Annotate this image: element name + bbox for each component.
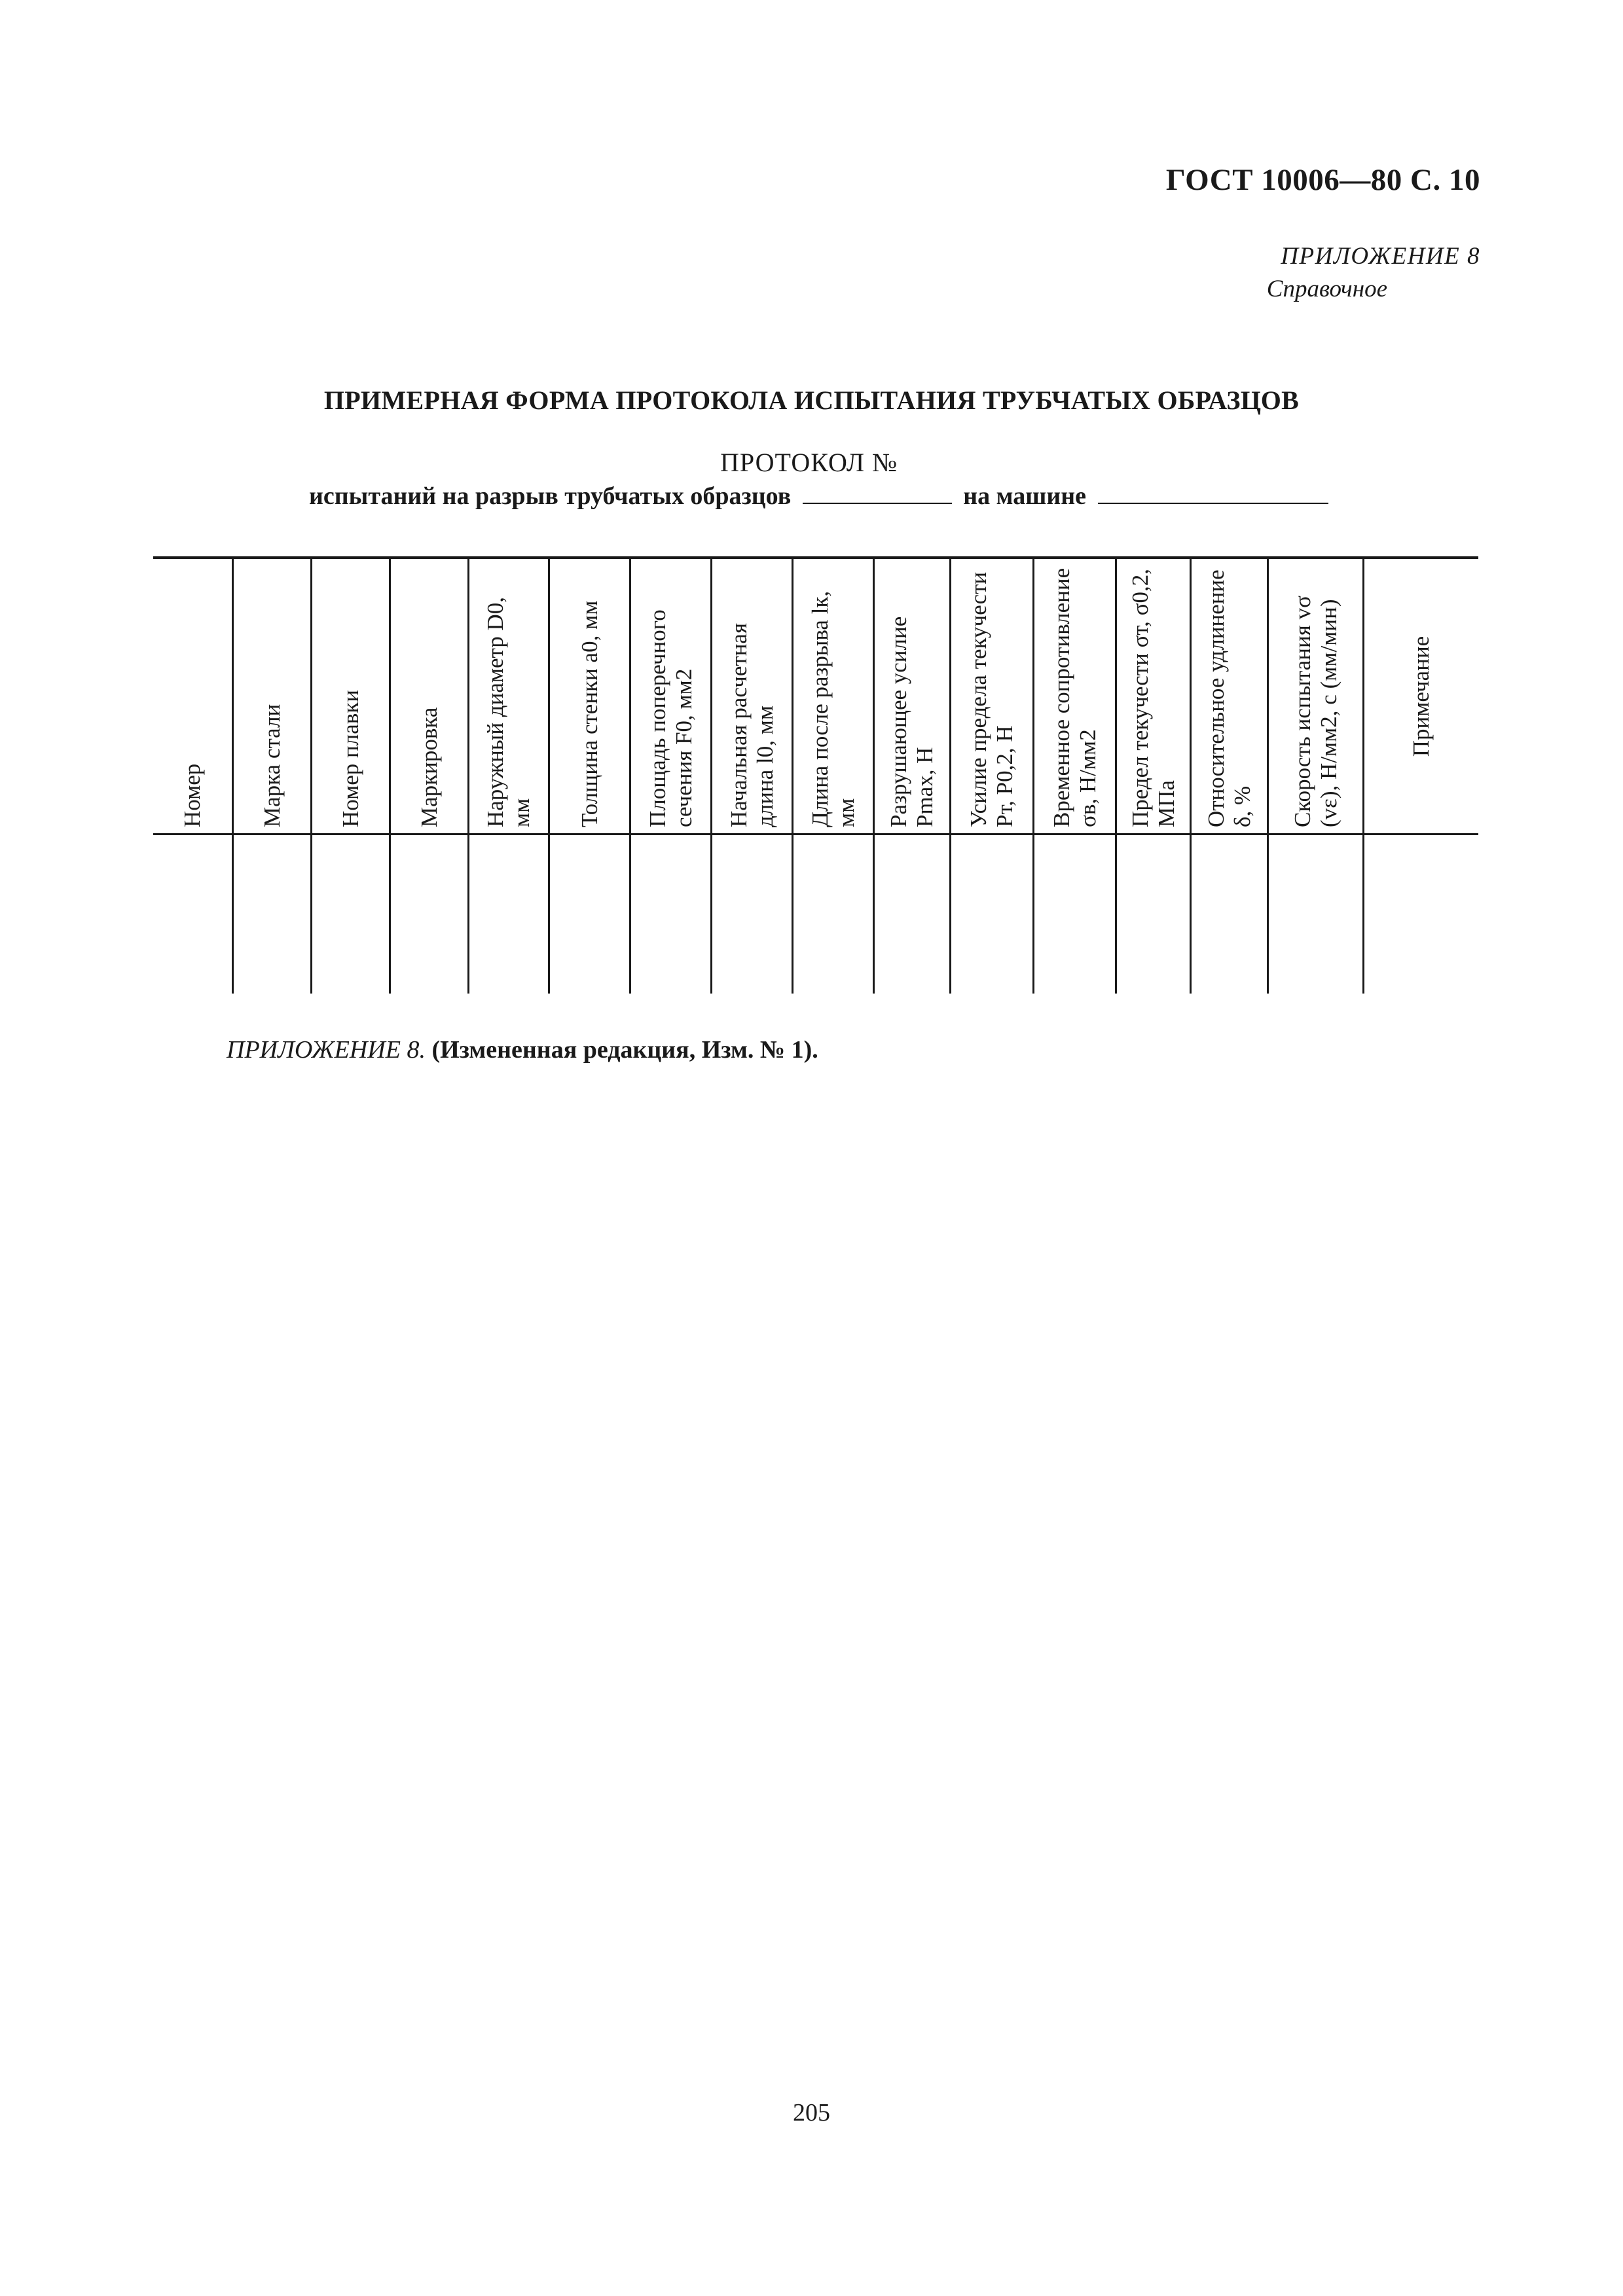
sample-type-blank: [803, 483, 952, 504]
column-header: [153, 559, 232, 833]
column-header: [469, 559, 548, 833]
column-header-label: Марка стали: [259, 704, 285, 827]
column-header-label: Номер: [179, 763, 205, 827]
column-header-label: Маркировка: [416, 707, 442, 827]
column-header-label: Номер плавки: [337, 689, 363, 827]
column-header-label: Относительное удлинение δ, %: [1203, 569, 1255, 827]
column-header: [712, 559, 792, 833]
appendix-label: ПРИЛОЖЕНИЕ 8: [1281, 243, 1480, 270]
column-header-label: Усилие предела текучести Pт, P0,2, Н: [966, 571, 1017, 827]
column-header: [793, 559, 873, 833]
column-header-label: Наружный диаметр D0, мм: [483, 596, 534, 827]
column-header-label: Длина после разрыва lк, мм: [807, 590, 859, 827]
column-header: [1192, 559, 1267, 833]
revision-note-text: (Измененная редакция, Изм. № 1).: [431, 1036, 818, 1064]
column-header-label: Толщина стенки a0, мм: [576, 600, 602, 827]
page-number: 205: [793, 2099, 830, 2126]
column-header: [234, 559, 310, 833]
document-code: ГОСТ 10006—80 С. 10: [1165, 163, 1480, 197]
column-header: [550, 559, 629, 833]
protocol-table: [153, 556, 1478, 995]
appendix-kind: Справочное: [1266, 276, 1387, 302]
page-title: ПРИМЕРНАЯ ФОРМА ПРОТОКОЛА ИСПЫТАНИЯ ТРУБЧАТЫХ ОБРАЗЦОВ: [323, 386, 1300, 415]
column-header-label: Начальная расчетная длина l0, мм: [725, 622, 778, 827]
column-header: [631, 559, 710, 833]
protocol-subtitle-part2: на машине: [963, 482, 1086, 510]
column-header: [1269, 559, 1362, 833]
machine-blank: [1098, 483, 1328, 504]
column-header: [875, 559, 949, 833]
column-header: [391, 559, 467, 833]
column-header-label: Примечание: [1408, 636, 1434, 757]
column-header: [951, 559, 1032, 833]
column-header: [1034, 559, 1115, 833]
protocol-subtitle: [309, 482, 1334, 511]
column-header-label: Площадь поперечного сечения F0, мм2: [644, 609, 697, 827]
column-header-label: Предел текучести σт, σ0,2, МПа: [1127, 568, 1179, 827]
column-header: [1117, 559, 1190, 833]
table-header-rule: [153, 833, 1478, 835]
revision-note: [227, 1035, 818, 1064]
column-header: [1364, 559, 1478, 833]
column-header-label: Временное сопротивление σв, Н/мм2: [1048, 567, 1101, 827]
column-header-label: Разрушающее усилие Pmax, Н: [886, 616, 938, 827]
protocol-title: ПРОТОКОЛ №: [720, 448, 898, 477]
revision-note-ref: ПРИЛОЖЕНИЕ 8.: [227, 1036, 426, 1064]
protocol-subtitle-part1: испытаний на разрыв трубчатых образцов: [309, 482, 792, 510]
column-header: [312, 559, 389, 833]
column-header-label: Скорость испытания vσ (vε), Н/мм2, с (мм/мин): [1289, 595, 1341, 827]
